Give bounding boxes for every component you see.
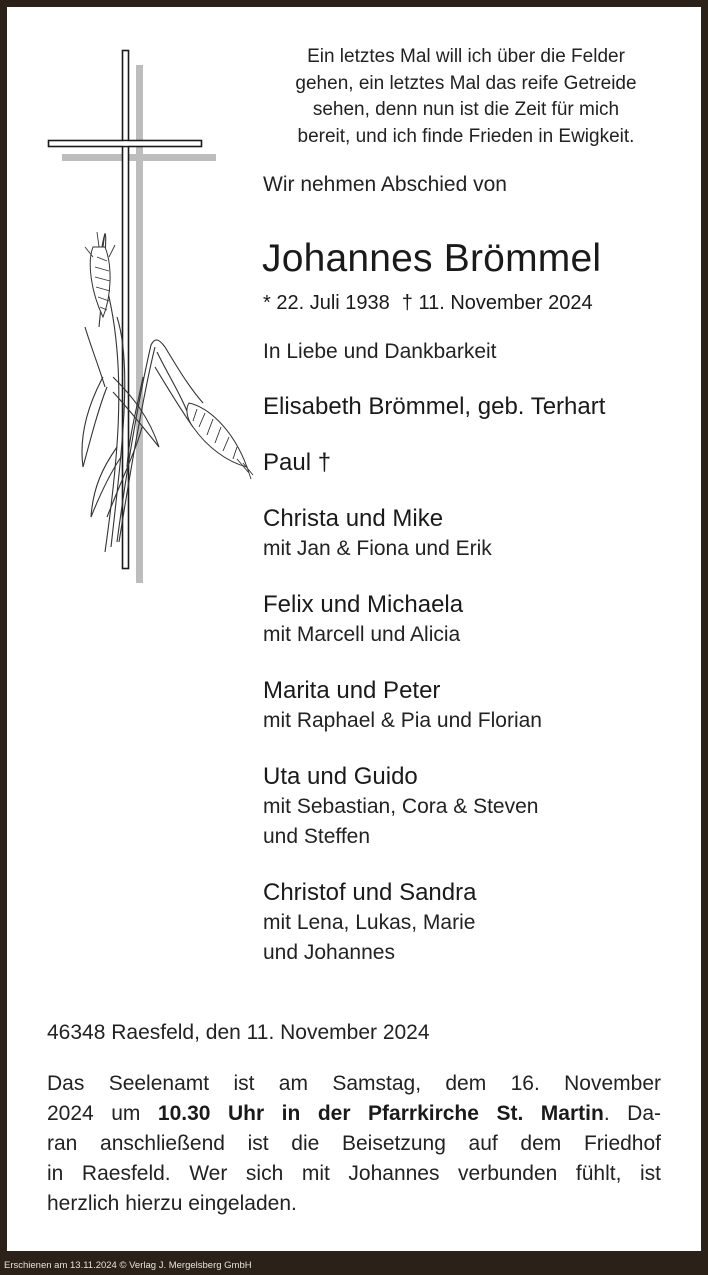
mourner-children: mit Sebastian, Cora & Steven: [263, 795, 539, 818]
mourner-entry: [263, 448, 331, 478]
mourner-entry: [263, 392, 605, 422]
mourner-entry: [263, 504, 492, 564]
birth-date: * 22. Juli 1938: [263, 292, 390, 314]
notice-line: in Raesfeld. Wer sich mit Johannes verbunden fühlt, ist: [47, 1162, 661, 1185]
mourner-children: und Johannes: [263, 941, 395, 964]
mourner-entry: [263, 676, 542, 736]
poem-line: bereit, und ich finde Frieden in Ewigkeit.: [297, 125, 635, 147]
dedication-text: In Liebe und Dankbarkeit: [263, 340, 497, 363]
service-time-location: 10.30 Uhr in der Pfarrkirche St. Martin: [157, 1102, 604, 1125]
mourner-name: Christa und Mike: [263, 505, 444, 532]
obituary-card: [7, 7, 701, 1251]
notice-text: . Da-: [603, 1102, 661, 1125]
mourner-name: Elisabeth Brömmel, geb. Terhart: [263, 393, 606, 420]
mourner-name: Marita und Peter: [263, 677, 441, 704]
mourner-children: mit Raphael & Pia und Florian: [263, 709, 542, 732]
death-date: † 11. November 2024: [401, 292, 593, 314]
mourner-name: Uta und Guido: [263, 763, 418, 790]
publication-footer: Erschienen am 13.11.2024 © Verlag J. Mergelsberg GmbH: [4, 1260, 252, 1271]
deceased-name: Johannes Brömmel: [262, 237, 602, 280]
funeral-notice: [47, 1069, 661, 1219]
mourner-children: und Steffen: [263, 825, 371, 848]
cross-with-wheat-illustration: [47, 47, 257, 592]
mourner-entry: [263, 878, 476, 968]
mourner-entry: [263, 762, 538, 852]
poem-line: gehen, ein letztes Mal das reife Getreide: [295, 72, 637, 94]
mourner-children: mit Lena, Lukas, Marie: [263, 911, 476, 934]
place-and-date: 46348 Raesfeld, den 11. November 2024: [47, 1021, 430, 1044]
notice-line: [47, 1099, 661, 1129]
poem-line: sehen, denn nun ist die Zeit für mich: [312, 99, 620, 120]
notice-text: 2024 um: [47, 1102, 158, 1125]
poem-line: Ein letztes Mal will ich über die Felder: [307, 46, 625, 67]
notice-line: herzlich hierzu eingeladen.: [47, 1192, 297, 1215]
mourner-name: Paul †: [263, 449, 332, 476]
notice-line: Das Seelenamt ist am Samstag, dem 16. November: [47, 1072, 661, 1095]
mourner-entry: [263, 590, 463, 650]
intro-text: Wir nehmen Abschied von: [263, 173, 507, 196]
life-dates: [263, 292, 593, 315]
poem: [262, 44, 670, 150]
mourner-children: mit Jan & Fiona und Erik: [263, 537, 492, 560]
mourner-children: mit Marcell und Alicia: [263, 623, 461, 646]
mourner-name: Felix und Michaela: [263, 591, 464, 618]
mourner-name: Christof und Sandra: [263, 879, 477, 906]
notice-line: ran anschließend ist die Beisetzung auf dem Friedhof: [47, 1132, 661, 1155]
